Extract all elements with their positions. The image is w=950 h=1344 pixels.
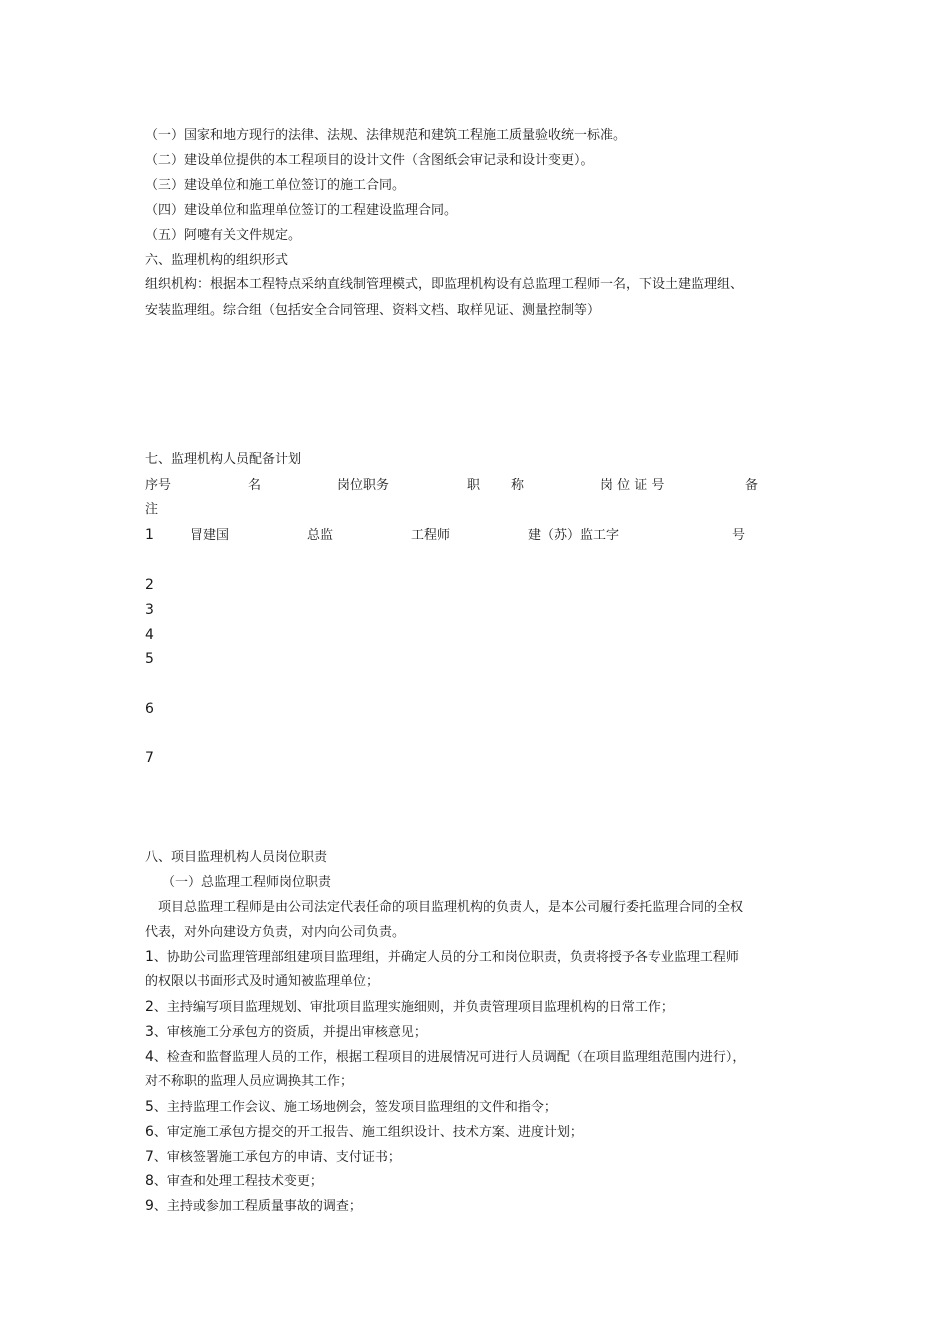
basis-item: （一）国家和地方现行的法律、法规、法律规范和建筑工程施工质量验收统一标准。 (145, 128, 627, 143)
section-8-subheading: （一）总监理工程师岗位职责 (162, 875, 332, 890)
header-seq: 序号 (145, 478, 172, 493)
basis-item: （四）建设单位和监理单位签订的工程建设监理合同。 (145, 203, 458, 218)
row-seq: 7 (145, 750, 154, 766)
duty-number: 3 (145, 1024, 154, 1040)
header-remark-a: 备 (745, 478, 759, 493)
basis-item: （二）建设单位提供的本工程项目的设计文件（含图纸会审记录和设计变更）。 (145, 153, 594, 168)
duty-number: 5 (145, 1099, 154, 1115)
duty-text: 、检查和监督监理人员的工作，根据工程项目的进展情况可进行人员调配（在项目监理组范围内进行）， (153, 1050, 746, 1065)
duty-item (145, 1148, 401, 1167)
duty-item (145, 998, 674, 1017)
header-cert: 岗 位 证 号 (600, 478, 665, 493)
duty-item (145, 1073, 353, 1091)
duty-item (145, 1123, 583, 1142)
duty-item (145, 1098, 557, 1117)
duty-text: 、审定施工承包方提交的开工报告、施工组织设计、技术方案、进度计划； (153, 1125, 583, 1140)
duty-item (145, 1172, 323, 1191)
duty-text: 、审查和处理工程技术变更； (153, 1174, 323, 1189)
duty-text: 、主持编写项目监理规划、审批项目监理实施细则，并负责管理项目监理机构的日常工作； (153, 1000, 674, 1015)
header-title-a: 职 (467, 478, 481, 493)
row-seq: 5 (145, 651, 154, 667)
duty-item (145, 973, 379, 991)
row-seq: 6 (145, 701, 154, 717)
section-8-intro: 项目总监理工程师是由公司法定代表任命的项目监理机构的负责人，是本公司履行委托监理合同的全权 (158, 900, 744, 915)
duty-item (145, 1023, 427, 1042)
section-8-intro: 代表，对外向建设方负责，对内向公司负责。 (145, 925, 406, 940)
row-name: 冒建国 (190, 528, 230, 543)
row-cert-suffix: 号 (732, 528, 746, 543)
duty-text: 、主持监理工作会议、施工场地例会，签发项目监理组的文件和指令； (153, 1100, 557, 1115)
row-cert: 建（苏）监工字 (528, 528, 620, 543)
duty-text: 、主持或参加工程质量事故的调查； (153, 1199, 362, 1214)
row-seq: 3 (145, 602, 154, 618)
row-title: 工程师 (411, 528, 451, 543)
header-post: 岗位职务 (337, 478, 390, 493)
duty-number: 9 (145, 1198, 154, 1214)
row-post: 总监 (307, 528, 334, 543)
header-title-b: 称 (511, 478, 525, 493)
basis-item: （三）建设单位和施工单位签订的施工合同。 (145, 178, 406, 193)
section-7-heading: 七、监理机构人员配备计划 (145, 452, 302, 467)
duty-number: 6 (145, 1124, 154, 1140)
duty-number: 7 (145, 1149, 154, 1165)
duty-number: 4 (145, 1049, 154, 1065)
duty-item (145, 1048, 745, 1067)
row-seq: 4 (145, 627, 154, 643)
duty-number: 2 (145, 999, 154, 1015)
duty-text: 对不称职的监理人员应调换其工作； (145, 1074, 354, 1089)
basis-item: （五）阿嚏有关文件规定。 (145, 228, 302, 243)
duty-number: 1 (145, 949, 154, 965)
duty-text: 、审核签署施工承包方的申请、支付证书； (153, 1150, 401, 1165)
section-6-body: 组织机构：根据本工程特点采纳直线制管理模式，即监理机构设有总监理工程师一名，下设土建监理组、 (145, 277, 744, 292)
section-6-heading: 六、监理机构的组织形式 (145, 253, 289, 268)
duty-number: 8 (145, 1173, 154, 1189)
duty-item (145, 1197, 362, 1216)
duty-item (145, 948, 739, 967)
section-8-heading: 八、项目监理机构人员岗位职责 (145, 850, 328, 865)
duty-text: 、审核施工分承包方的资质，并提出审核意见； (153, 1025, 427, 1040)
header-name: 名 (248, 478, 262, 493)
section-6-body: 安装监理组。综合组（包括安全合同管理、资料文档、取样见证、测量控制等） (145, 303, 601, 318)
duty-text: 的权限以书面形式及时通知被监理单位； (145, 974, 380, 989)
duty-text: 、协助公司监理管理部组建项目监理组，并确定人员的分工和岗位职责，负责将授予各专业监理工程师 (153, 950, 739, 965)
header-remark-b: 注 (145, 502, 159, 517)
row-seq: 1 (145, 527, 154, 543)
row-seq: 2 (145, 577, 154, 593)
